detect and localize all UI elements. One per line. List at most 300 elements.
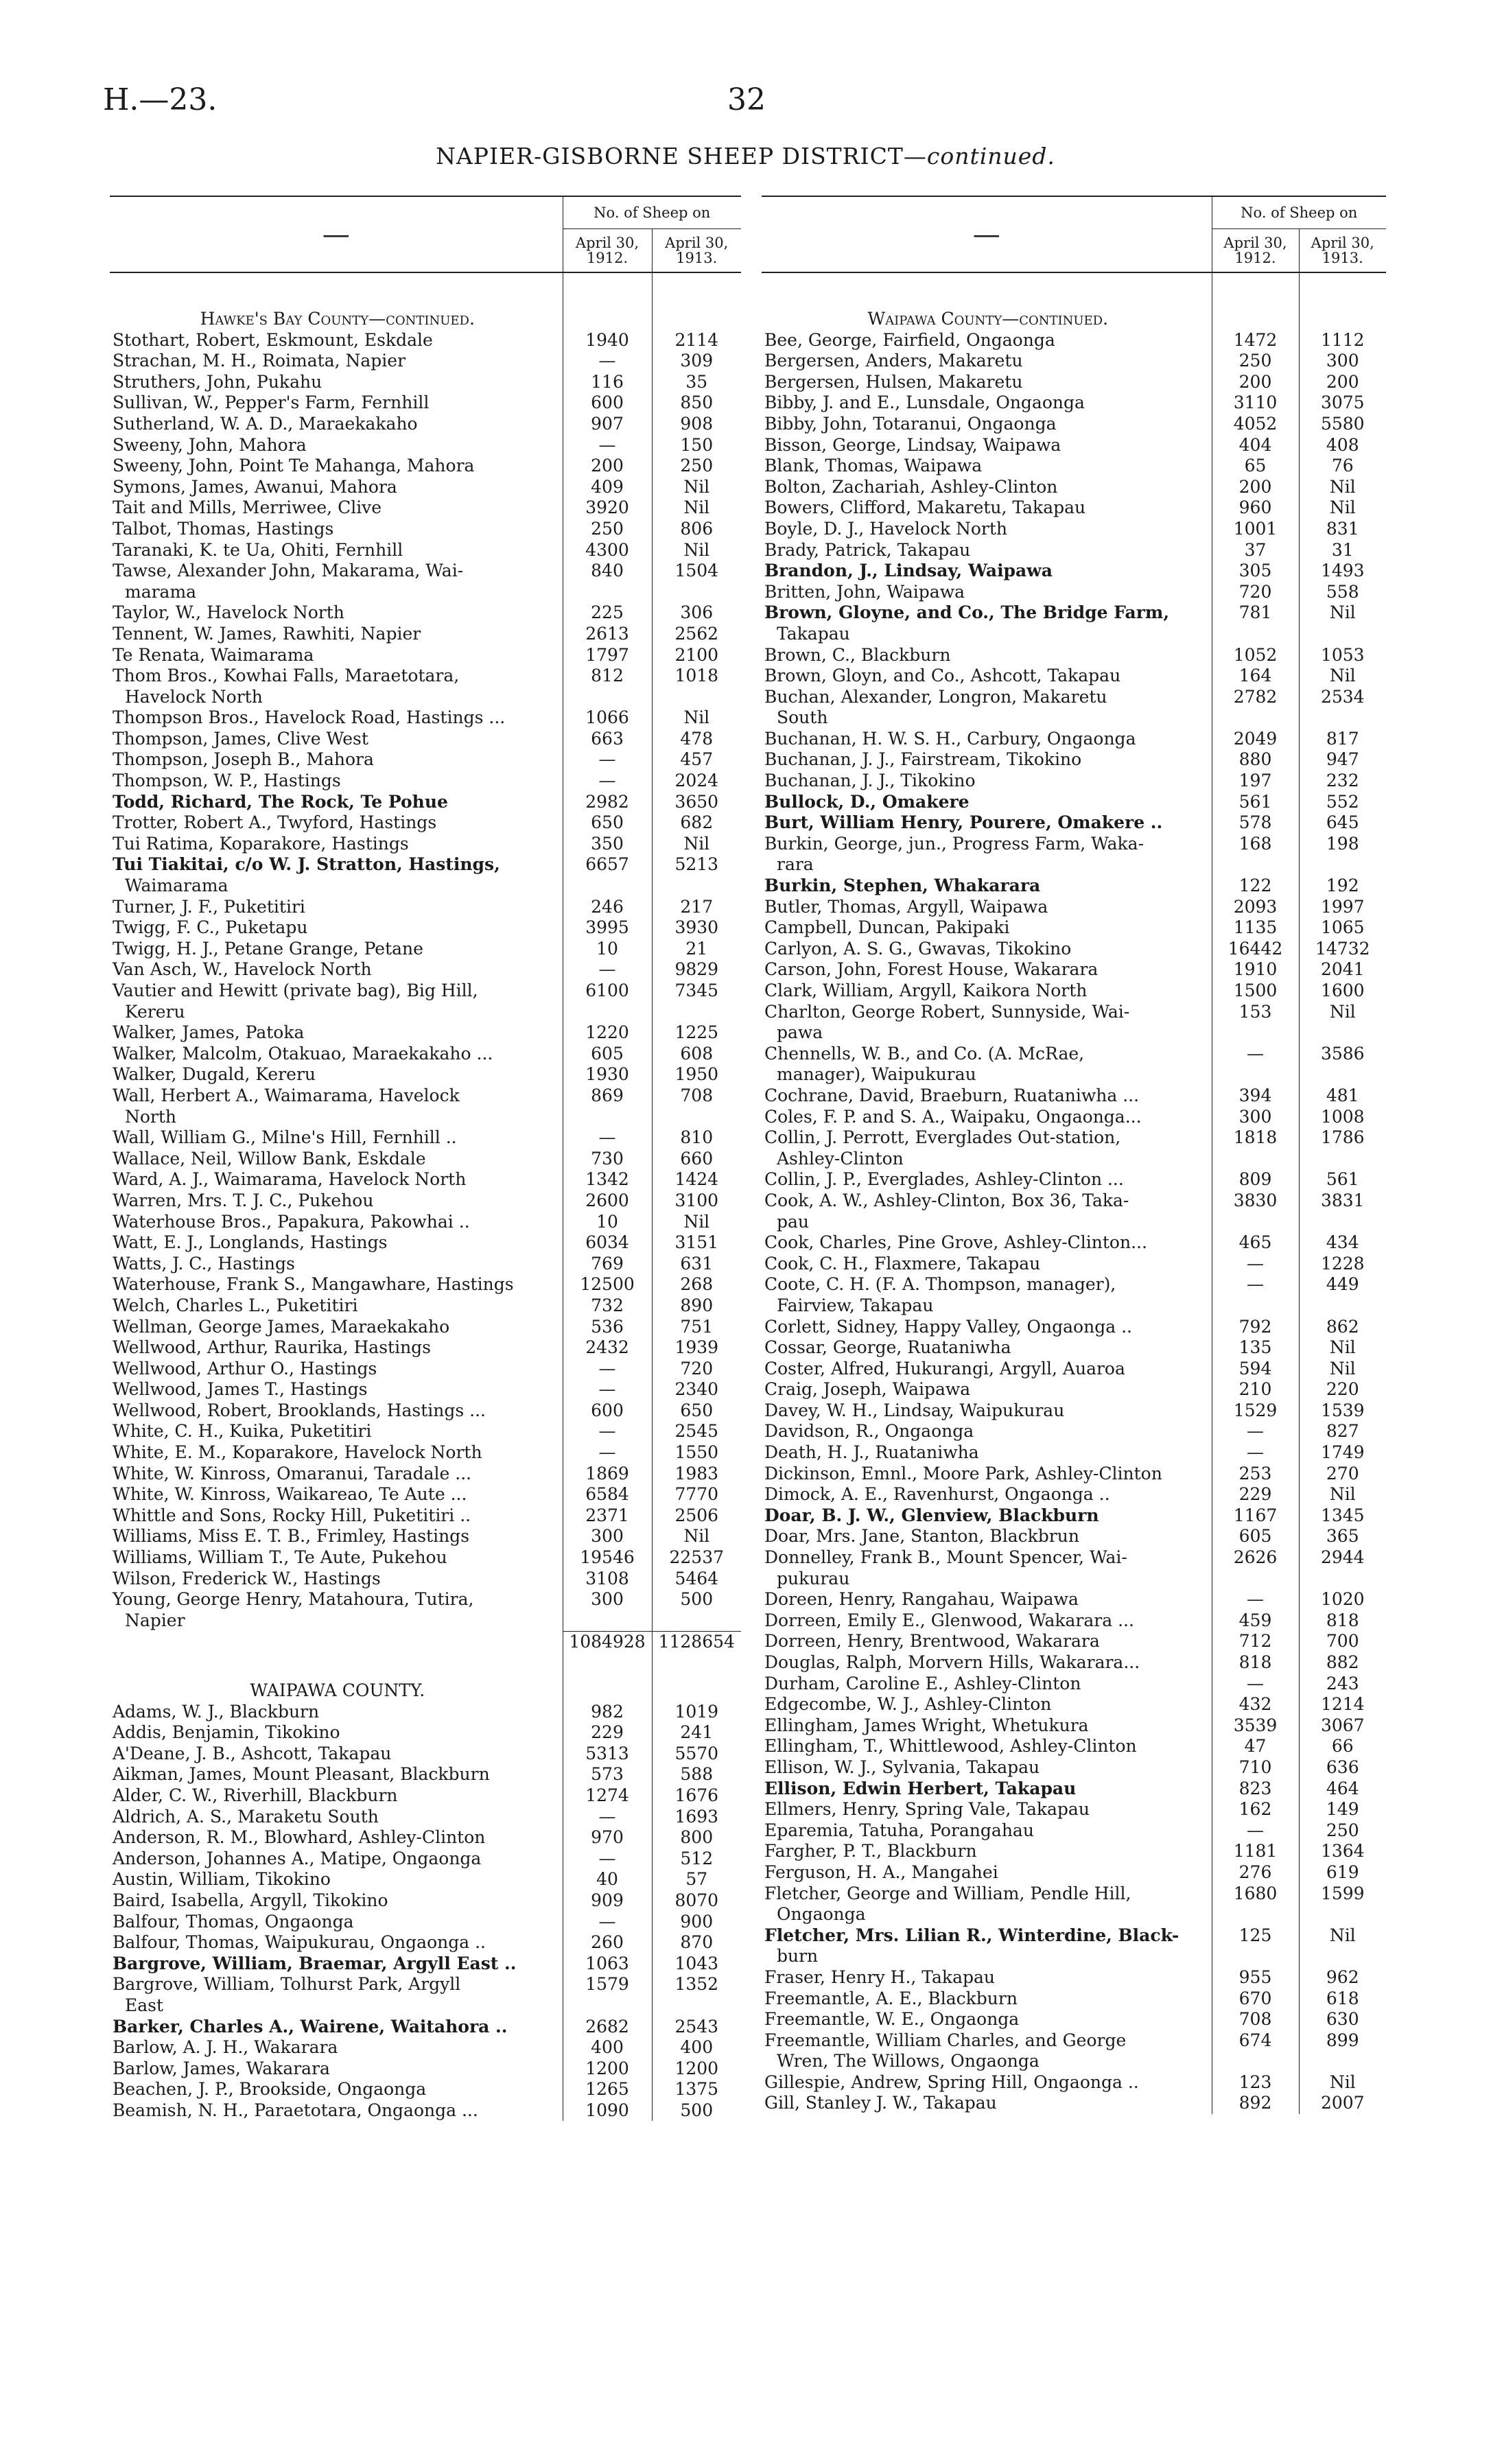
empty-cell [1212, 309, 1299, 330]
table-row [110, 1974, 741, 1995]
sheep-1912: 225 [563, 602, 652, 624]
sheep-1913: 2562 [652, 624, 741, 645]
sheep-1912: 769 [563, 1254, 652, 1275]
table-row [762, 1400, 1386, 1422]
sheep-1913: Nil [1299, 2072, 1386, 2093]
title-main: NAPIER-GISBORNE SHEEP DISTRICT— [436, 143, 927, 169]
owner-name: Clark, William, Argyll, Kaikora North [764, 981, 1088, 1000]
owner-name: Wellman, George James, Maraekakaho [113, 1316, 450, 1337]
table-row [110, 1044, 741, 1065]
table-row [110, 1505, 741, 1527]
sheep-1913: 217 [652, 897, 741, 918]
sheep-1913: 1693 [652, 1807, 741, 1828]
sheep-1912: 200 [563, 456, 652, 477]
owner-name: White, E. M., Koparakore, Havelock North [113, 1442, 482, 1463]
spacer-cell [652, 272, 741, 309]
sheep-1912: 250 [563, 519, 652, 540]
sheep-1912: 250 [1212, 351, 1299, 372]
owner-name: Te Renata, Waimarama [113, 644, 314, 665]
section-heading-row [110, 1680, 741, 1702]
sheep-1913: 962 [1299, 1967, 1386, 1988]
owner-name: Freemantle, W. E., Ongaonga [764, 2009, 1020, 2030]
table-row-continuation [110, 1002, 741, 1023]
sheep-1913: 57 [652, 1869, 741, 1890]
owner-name: Wellwood, James T., Hastings [113, 1379, 368, 1400]
sheep-1912: 1342 [563, 1169, 652, 1190]
owner-name: Doar, B. J. W., Glenview, Blackburn [764, 1505, 1099, 1525]
sheep-1913: 1228 [1299, 1254, 1386, 1275]
spacer-cell [110, 272, 563, 309]
sheep-1913: 8070 [652, 1890, 741, 1912]
sheep-1913: 588 [652, 1764, 741, 1785]
sheep-1913: 947 [1299, 749, 1386, 771]
sheep-1913: 558 [1299, 582, 1386, 603]
sheep-1913: 1599 [1299, 1884, 1386, 1905]
owner-name: Doreen, Henry, Rangahau, Waipawa [764, 1589, 1079, 1610]
owner-name: Brown, Gloyn, and Co., Ashcott, Takapau [764, 666, 1121, 686]
sheep-1913: 870 [652, 1932, 741, 1953]
empty-cell [563, 687, 652, 708]
owner-name: Whittle and Sons, Rocky Hill, Puketitiri .. [113, 1505, 471, 1525]
sheep-1913: 1676 [652, 1785, 741, 1807]
section-heading: WAIPAWA COUNTY. [250, 1680, 425, 1700]
sheep-1912: 720 [1212, 582, 1299, 603]
owner-name: Gill, Stanley J. W., Takapau [764, 2093, 997, 2113]
empty-cell [1299, 707, 1386, 729]
sheep-1913: 800 [652, 1827, 741, 1849]
sheep-1912: 1869 [563, 1464, 652, 1485]
table-row [762, 1674, 1386, 1695]
table-row [110, 477, 741, 498]
sheep-1913: 608 [652, 1044, 741, 1065]
sheep-1913: 5213 [652, 854, 741, 876]
owner-name: Tennent, W. James, Rawhiti, Napier [113, 623, 421, 644]
owner-name: Buchanan, J. J., Tikokino [764, 771, 976, 791]
table-row [110, 1849, 741, 1870]
table-row [110, 2100, 741, 2122]
sheep-1912: 1200 [563, 2058, 652, 2080]
empty-cell [563, 582, 652, 603]
table-row [762, 392, 1386, 414]
sheep-1913: Nil [1299, 497, 1386, 519]
table-row [110, 792, 741, 813]
sheep-1912: 135 [1212, 1337, 1299, 1359]
sheep-1912: 3995 [563, 917, 652, 939]
spacer-cell [1212, 272, 1299, 309]
owner-name: Eparemia, Tatuha, Porangahau [764, 1820, 1034, 1840]
owner-name: Gillespie, Andrew, Spring Hill, Ongaonga .. [764, 2072, 1139, 2092]
table-row [110, 1785, 741, 1807]
table-row [110, 1127, 741, 1149]
sheep-1913: 9829 [652, 959, 741, 981]
sheep-1912: 1063 [563, 1953, 652, 1975]
empty-cell [1212, 1295, 1299, 1317]
sheep-1913: 1997 [1299, 897, 1386, 918]
sheep-1912: 200 [1212, 372, 1299, 393]
sheep-1912: 960 [1212, 497, 1299, 519]
sheep-1912: 276 [1212, 1862, 1299, 1884]
owner-name: Freemantle, A. E., Blackburn [764, 1988, 1018, 2008]
sheep-1913: 1424 [652, 1169, 741, 1190]
table-row [110, 1295, 741, 1317]
empty-cell [1212, 1212, 1299, 1233]
sheep-1912: 47 [1212, 1736, 1299, 1757]
owner-name: Austin, William, Tikokino [113, 1869, 331, 1890]
total-row [110, 1632, 741, 1653]
sheep-1912: 2682 [563, 2017, 652, 2038]
sheep-1913: 720 [652, 1359, 741, 1380]
sheep-1912: 465 [1212, 1232, 1299, 1254]
owner-name: Watts, J. C., Hastings [113, 1253, 295, 1274]
owner-name: Walker, James, Patoka [113, 1022, 305, 1043]
spacer-cell [563, 1653, 652, 1680]
sheep-1913: 618 [1299, 1988, 1386, 2010]
table-row [110, 602, 741, 624]
owner-name: Boyle, D. J., Havelock North [764, 518, 1007, 539]
owner-name: Thompson, Joseph B., Mahora [113, 749, 374, 770]
empty-cell [1212, 1064, 1299, 1086]
section-spacer [762, 272, 1386, 309]
total-1912: 1084928 [563, 1632, 652, 1653]
sheep-1913: 306 [652, 602, 741, 624]
sheep-1912: 869 [563, 1086, 652, 1107]
sheep-1913: 1053 [1299, 645, 1386, 666]
sheep-1912: 6657 [563, 854, 652, 876]
sheep-1912: 561 [1212, 792, 1299, 813]
table-row [762, 981, 1386, 1002]
table-row-continuation [762, 1149, 1386, 1170]
owner-name: Aikman, James, Mount Pleasant, Blackburn [113, 1764, 490, 1785]
table-row [110, 1890, 741, 1912]
total-label [110, 1632, 563, 1653]
spacer-cell [1299, 272, 1386, 309]
sheep-1912: 1066 [563, 707, 652, 729]
sheep-1913: 400 [652, 2037, 741, 2058]
owner-name: Tui Ratima, Koparakore, Hastings [113, 833, 409, 854]
owner-name-continued: Wren, The Willows, Ongaonga [777, 2051, 1040, 2072]
sheep-1913: 481 [1299, 1086, 1386, 1107]
table-row [762, 2030, 1386, 2052]
table-row [762, 1421, 1386, 1442]
owner-name: Wall, William G., Milne's Hill, Fernhill .. [113, 1127, 457, 1148]
sheep-1913: 1364 [1299, 1841, 1386, 1862]
table-row-continuation [110, 687, 741, 708]
sheep-1912: 5313 [563, 1744, 652, 1765]
owner-name: Ellmers, Henry, Spring Vale, Takapau [764, 1799, 1090, 1820]
empty-cell [652, 582, 741, 603]
sheep-1912: — [563, 959, 652, 981]
owner-name: Doar, Mrs. Jane, Stanton, Blackbrun [764, 1526, 1079, 1547]
sheep-1913: 2340 [652, 1379, 741, 1400]
empty-cell [1212, 2051, 1299, 2072]
sheep-1913: 76 [1299, 456, 1386, 477]
empty-cell [1299, 1022, 1386, 1044]
empty-cell [1299, 1064, 1386, 1086]
page-number: 32 [727, 82, 766, 117]
table-row [110, 1337, 741, 1359]
table-row [762, 1190, 1386, 1212]
table-row [762, 2009, 1386, 2030]
sheep-1912: 1579 [563, 1974, 652, 1995]
table-row [762, 1379, 1386, 1400]
table-row [762, 959, 1386, 981]
right-table-body [762, 272, 1386, 2114]
sheep-1913: 1786 [1299, 1127, 1386, 1149]
owner-name: Waterhouse, Frank S., Mangawhare, Hastings [113, 1274, 514, 1295]
sheep-1913: 449 [1299, 1274, 1386, 1295]
sheep-1912: 840 [563, 561, 652, 582]
empty-cell [1299, 1212, 1386, 1233]
table-row [110, 812, 741, 834]
sheep-1912: 1220 [563, 1022, 652, 1044]
sheep-1912: 3108 [563, 1569, 652, 1590]
sheep-1913: 2543 [652, 2017, 741, 2038]
sheep-1913: Nil [1299, 1002, 1386, 1023]
sheep-1913: 818 [1299, 1610, 1386, 1632]
sheep-1913: 2041 [1299, 959, 1386, 981]
table-row [762, 1464, 1386, 1485]
owner-name: Wellwood, Robert, Brooklands, Hastings ... [113, 1400, 486, 1420]
owner-name: Thompson, James, Clive West [113, 728, 368, 749]
owner-name: Buchanan, H. W. S. H., Carbury, Ongaonga [764, 728, 1136, 749]
april-1912-header: April 30, 1912. [563, 229, 652, 273]
sheep-1913: Nil [1299, 477, 1386, 498]
owner-name: Craig, Joseph, Waipawa [764, 1379, 971, 1400]
table-row [110, 1212, 741, 1233]
owner-name: Talbot, Thomas, Hastings [113, 518, 334, 539]
sheep-1913: 645 [1299, 812, 1386, 834]
owner-name: Douglas, Ralph, Morvern Hills, Wakarara... [764, 1652, 1140, 1672]
table-row [110, 1744, 741, 1765]
sheep-1912: 605 [563, 1044, 652, 1065]
table-row [762, 1884, 1386, 1905]
sheep-1912: 663 [563, 729, 652, 750]
empty-cell [1212, 624, 1299, 645]
owner-name: Bergersen, Hulsen, Makaretu [764, 371, 1023, 392]
sheep-1913: 899 [1299, 2030, 1386, 2052]
sheep-1913: Nil [1299, 1925, 1386, 1947]
table-row-continuation [762, 1946, 1386, 1967]
owner-name-continued: manager), Waipukurau [777, 1064, 976, 1085]
sheep-1913: 561 [1299, 1169, 1386, 1190]
table-row [762, 1442, 1386, 1464]
table-row [110, 1702, 741, 1723]
sheep-1912: 1529 [1212, 1400, 1299, 1422]
sheep-1913: 2007 [1299, 2093, 1386, 2114]
table-row [110, 456, 741, 477]
table-row [110, 1421, 741, 1442]
table-row [110, 1254, 741, 1275]
table-row [110, 939, 741, 960]
owner-name: White, W. Kinross, Omaranui, Taradale ... [113, 1463, 472, 1483]
sheep-1913: 270 [1299, 1464, 1386, 1485]
owner-name: Trotter, Robert A., Twyford, Hastings [113, 812, 437, 833]
table-row [110, 917, 741, 939]
sheep-1912: 880 [1212, 749, 1299, 771]
sheep-table-right [762, 196, 1386, 2114]
table-row [110, 1400, 741, 1422]
owner-name: Davey, W. H., Lindsay, Waipukurau [764, 1400, 1065, 1420]
sheep-1913: 810 [652, 1127, 741, 1149]
table-row [762, 876, 1386, 897]
page-title [0, 143, 1491, 169]
owner-name: Van Asch, W., Havelock North [113, 959, 372, 980]
sheep-1913: 660 [652, 1149, 741, 1170]
sheep-1912: 1052 [1212, 645, 1299, 666]
owner-name: Cook, C. H., Flaxmere, Takapau [764, 1253, 1041, 1274]
april-1912-header: April 30, 1912. [1212, 229, 1299, 273]
owner-name: Bargrove, William, Tolhurst Park, Argyll [113, 1974, 461, 1995]
owner-name: Turner, J. F., Puketitiri [113, 896, 305, 917]
sheep-1912: 16442 [1212, 939, 1299, 960]
sheep-1913: Nil [652, 1526, 741, 1547]
spacer-cell [563, 272, 652, 309]
section-spacer [110, 1653, 741, 1680]
sheep-1913: 552 [1299, 792, 1386, 813]
sheep-1913: 630 [1299, 2009, 1386, 2030]
sheep-1913: 2506 [652, 1505, 741, 1527]
table-row [762, 1044, 1386, 1065]
sheep-1912: 955 [1212, 1967, 1299, 1988]
owner-name: Barker, Charles A., Wairene, Waitahora .. [113, 2016, 508, 2037]
sheep-1913: 7345 [652, 981, 741, 1002]
sheep-1912: 1274 [563, 1785, 652, 1807]
sheep-1913: 1345 [1299, 1505, 1386, 1527]
owner-name-continued: Fairview, Takapau [777, 1295, 934, 1315]
sheep-1912: 12500 [563, 1274, 652, 1295]
left-column [110, 196, 741, 2121]
table-row-continuation [110, 582, 741, 603]
table-row [762, 1967, 1386, 1988]
owner-name: White, W. Kinross, Waikareao, Te Aute ... [113, 1484, 467, 1505]
empty-cell [652, 1107, 741, 1128]
sheep-1913: 3930 [652, 917, 741, 939]
sheep-1912: 197 [1212, 771, 1299, 792]
sheep-1913: 806 [652, 519, 741, 540]
table-row [762, 749, 1386, 771]
owner-name: Fletcher, George and William, Pendle Hill, [764, 1883, 1131, 1903]
table-row [762, 1841, 1386, 1862]
sheep-1912: 708 [1212, 2009, 1299, 2030]
owner-name: Thompson Bros., Havelock Road, Hastings ... [113, 707, 506, 728]
sheep-1912: 432 [1212, 1694, 1299, 1715]
table-row [762, 477, 1386, 498]
sheep-1913: 890 [652, 1295, 741, 1317]
table-row [762, 729, 1386, 750]
sheep-1912: 6100 [563, 981, 652, 1002]
table-row [762, 1779, 1386, 1800]
spacer-cell [110, 1653, 563, 1680]
sheep-1912: 394 [1212, 1086, 1299, 1107]
table-row [762, 1631, 1386, 1652]
sheep-1913: 908 [652, 414, 741, 435]
sheep-1912: 229 [1212, 1484, 1299, 1505]
table-row [110, 519, 741, 540]
sheep-1912: 260 [563, 1932, 652, 1953]
sheep-1912: — [563, 1849, 652, 1870]
left-table-body [110, 272, 741, 2121]
table-row [110, 624, 741, 645]
table-row [762, 645, 1386, 666]
owner-name: Twigg, H. J., Petane Grange, Petane [113, 938, 423, 959]
table-row [762, 1925, 1386, 1947]
sheep-1913: 2534 [1299, 687, 1386, 708]
table-row [110, 1169, 741, 1190]
empty-cell [1212, 854, 1299, 876]
sheep-1912: 781 [1212, 602, 1299, 624]
sheep-1912: 818 [1212, 1652, 1299, 1674]
owner-name: Bisson, George, Lindsay, Waipawa [764, 434, 1061, 455]
owner-name: A'Deane, J. B., Ashcott, Takapau [113, 1743, 392, 1763]
table-row-continuation [110, 876, 741, 897]
sheep-1912: 10 [563, 939, 652, 960]
table-row [110, 1827, 741, 1849]
empty-cell [1212, 1022, 1299, 1044]
sheep-1912: 2982 [563, 792, 652, 813]
table-row [762, 1610, 1386, 1632]
owner-name: Twigg, F. C., Puketapu [113, 917, 308, 938]
owner-name: Bee, George, Fairfield, Ongaonga [764, 329, 1055, 350]
table-row [762, 1526, 1386, 1547]
empty-cell [563, 1680, 652, 1702]
sheep-1913: 5570 [652, 1744, 741, 1765]
empty-cell [1299, 1149, 1386, 1170]
empty-cell [563, 1610, 652, 1632]
sheep-1912: — [1212, 1044, 1299, 1065]
sheep-1912: 812 [563, 666, 652, 687]
owner-name: Burt, William Henry, Pourere, Omakere .. [764, 812, 1163, 833]
owner-name-continued: pawa [777, 1022, 823, 1043]
table-row [110, 330, 741, 351]
owner-name: Beachen, J. P., Brookside, Ongaonga [113, 2079, 427, 2100]
sheep-1912: 116 [563, 372, 652, 393]
owner-name: Barlow, A. J. H., Wakarara [113, 2037, 338, 2058]
sheep-1912: 1818 [1212, 1127, 1299, 1149]
sheep-1912: 300 [563, 1589, 652, 1610]
table-row [762, 812, 1386, 834]
table-row [762, 1484, 1386, 1505]
sheep-1912: 123 [1212, 2072, 1299, 2093]
sheep-1912: 40 [563, 1869, 652, 1890]
sheep-1913: 150 [652, 435, 741, 456]
sheep-1913: 232 [1299, 771, 1386, 792]
sheep-1913: Nil [652, 477, 741, 498]
sheep-1913: 365 [1299, 1526, 1386, 1547]
sheep-1913: 21 [652, 939, 741, 960]
table-row [762, 1317, 1386, 1338]
empty-cell [1299, 309, 1386, 330]
sheep-1913: 817 [1299, 729, 1386, 750]
sheep-1912: — [563, 1127, 652, 1149]
sheep-1913: 457 [652, 749, 741, 771]
table-row [762, 1254, 1386, 1275]
owner-name: Butler, Thomas, Argyll, Waipawa [764, 896, 1048, 917]
sheep-1913: 149 [1299, 1799, 1386, 1820]
table-row [110, 435, 741, 456]
owner-name-continued: rara [777, 854, 814, 875]
table-row [762, 497, 1386, 519]
owner-name: Edgecombe, W. J., Ashley-Clinton [764, 1694, 1052, 1715]
table-row [110, 1149, 741, 1170]
owner-name: Bibby, J. and E., Lunsdale, Ongaonga [764, 392, 1085, 413]
total-1913: 1128654 [652, 1632, 741, 1653]
sheep-1913: 700 [1299, 1631, 1386, 1652]
owner-name: Ferguson, H. A., Mangahei [764, 1862, 998, 1882]
sheep-1912: 253 [1212, 1464, 1299, 1485]
table-row [762, 1652, 1386, 1674]
table-row [762, 1359, 1386, 1380]
sheep-1912: 4300 [563, 540, 652, 561]
